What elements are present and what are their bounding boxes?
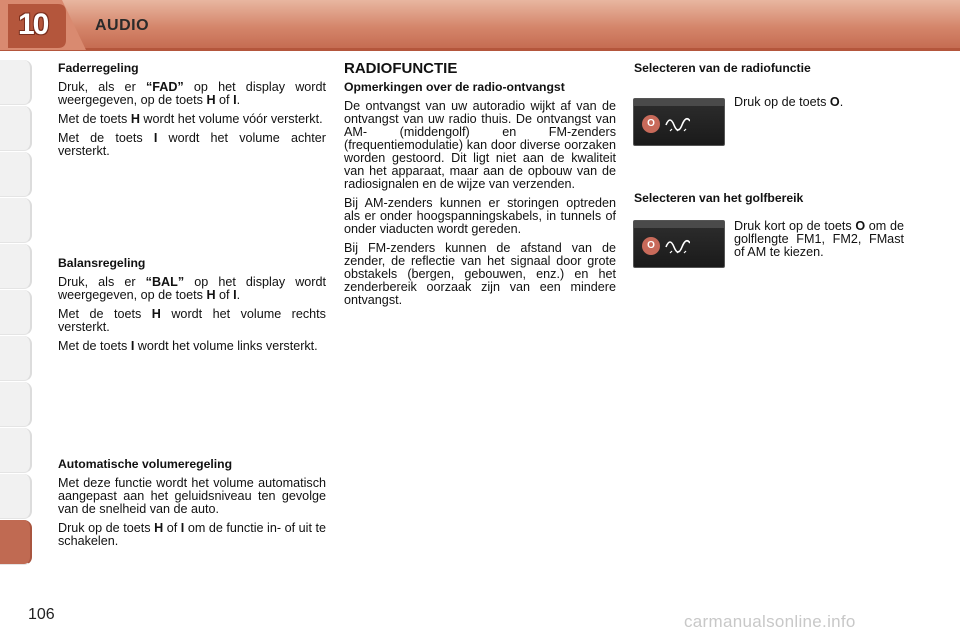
header-divider — [0, 48, 960, 51]
page-number: 106 — [28, 606, 55, 623]
select-radio-section — [634, 62, 904, 81]
band-button-image — [633, 220, 725, 268]
side-tab[interactable] — [0, 382, 32, 427]
reception-paragraph-3: Bij FM-zenders kunnen de afstand van de zender, de reflectie van het signaal door grote obstakels (bergen, gebouwen, enz.) en het zenderbereik oorzaak zijn van een mindere ontvangst. — [344, 241, 616, 307]
select-band-text: Druk kort op de toets O om de golflengte FM1, FM2, FMast of AM te kiezen. — [734, 219, 904, 259]
side-tab[interactable] — [0, 474, 32, 519]
fader-paragraph-1: Druk, als er “FAD” op het display wordt weergegeven, op de toets H of I. — [58, 80, 326, 107]
balance-paragraph-1: Druk, als er “BAL” op het display wordt weergegeven, op de toets H of I. — [58, 275, 326, 302]
side-tab[interactable] — [0, 106, 32, 151]
balance-paragraph-2: Met de toets H wordt het volume rechts versterkt. — [58, 307, 326, 334]
chapter-title: AUDIO — [95, 17, 150, 34]
select-radio-heading: Selecteren van de radiofunctie — [634, 61, 811, 75]
fader-heading: Faderregeling — [58, 61, 139, 75]
side-tab[interactable] — [0, 290, 32, 335]
side-tab-strip — [0, 60, 34, 580]
side-tab[interactable] — [0, 152, 32, 197]
middle-column — [344, 62, 616, 313]
left-column — [58, 62, 326, 164]
balance-section — [58, 257, 326, 359]
auto-volume-section — [58, 458, 326, 554]
o-button-icon: O — [642, 115, 660, 133]
balance-paragraph-3: Met de toets I wordt het volume links versterkt. — [58, 339, 318, 353]
side-tab[interactable] — [0, 244, 32, 289]
side-tab[interactable] — [0, 60, 32, 105]
auto-volume-heading: Automatische volumeregeling — [58, 457, 233, 471]
reception-paragraph-2: Bij AM-zenders kunnen er storingen optreden als er onder hoogspanningskabels, in tunnels of onder viaducten wordt gereden. — [344, 196, 616, 236]
select-band-heading: Selecteren van het golfbereik — [634, 191, 804, 205]
reception-heading: Opmerkingen over de radio-ontvangst — [344, 80, 565, 94]
section-title: RADIOFUNCTIE — [344, 60, 458, 77]
auto-volume-paragraph-2: Druk op de toets H of I om de functie in- of uit te schakelen. — [58, 521, 326, 548]
balance-heading: Balansregeling — [58, 256, 146, 270]
chapter-number: 10 — [18, 8, 48, 41]
chapter-badge — [0, 0, 100, 52]
wave-icon — [664, 111, 690, 133]
side-tab[interactable] — [0, 428, 32, 473]
o-button-icon: O — [642, 237, 660, 255]
fader-paragraph-2: Met de toets H wordt het volume vóór versterkt. — [58, 112, 323, 126]
wave-icon — [664, 233, 690, 255]
select-band-section — [634, 192, 904, 211]
side-tab[interactable] — [0, 198, 32, 243]
reception-paragraph-1: De ontvangst van uw autoradio wijkt af van de ontvangst van uw radio thuis. De ontvangst van AM- (middengolf) en FM-zenders (frequentiemodulatie) kan door diverse oorzaken worden gestoord. Dit ligt niet aan de kwaliteit van het apparaat, maar aan de opbouw van de radiosignalen en de wijze van verzenden. — [344, 99, 616, 191]
watermark: carmanualsonline.info — [684, 612, 856, 631]
side-tab-active[interactable] — [0, 520, 32, 565]
radio-button-image — [633, 98, 725, 146]
auto-volume-paragraph-1: Met deze functie wordt het volume automatisch aangepast aan het geluidsniveau ten gevolge van de snelheid van de auto. — [58, 476, 326, 516]
fader-paragraph-3: Met de toets I wordt het volume achter versterkt. — [58, 131, 326, 158]
side-tab[interactable] — [0, 336, 32, 381]
select-radio-text: Druk op de toets O. — [734, 95, 844, 109]
